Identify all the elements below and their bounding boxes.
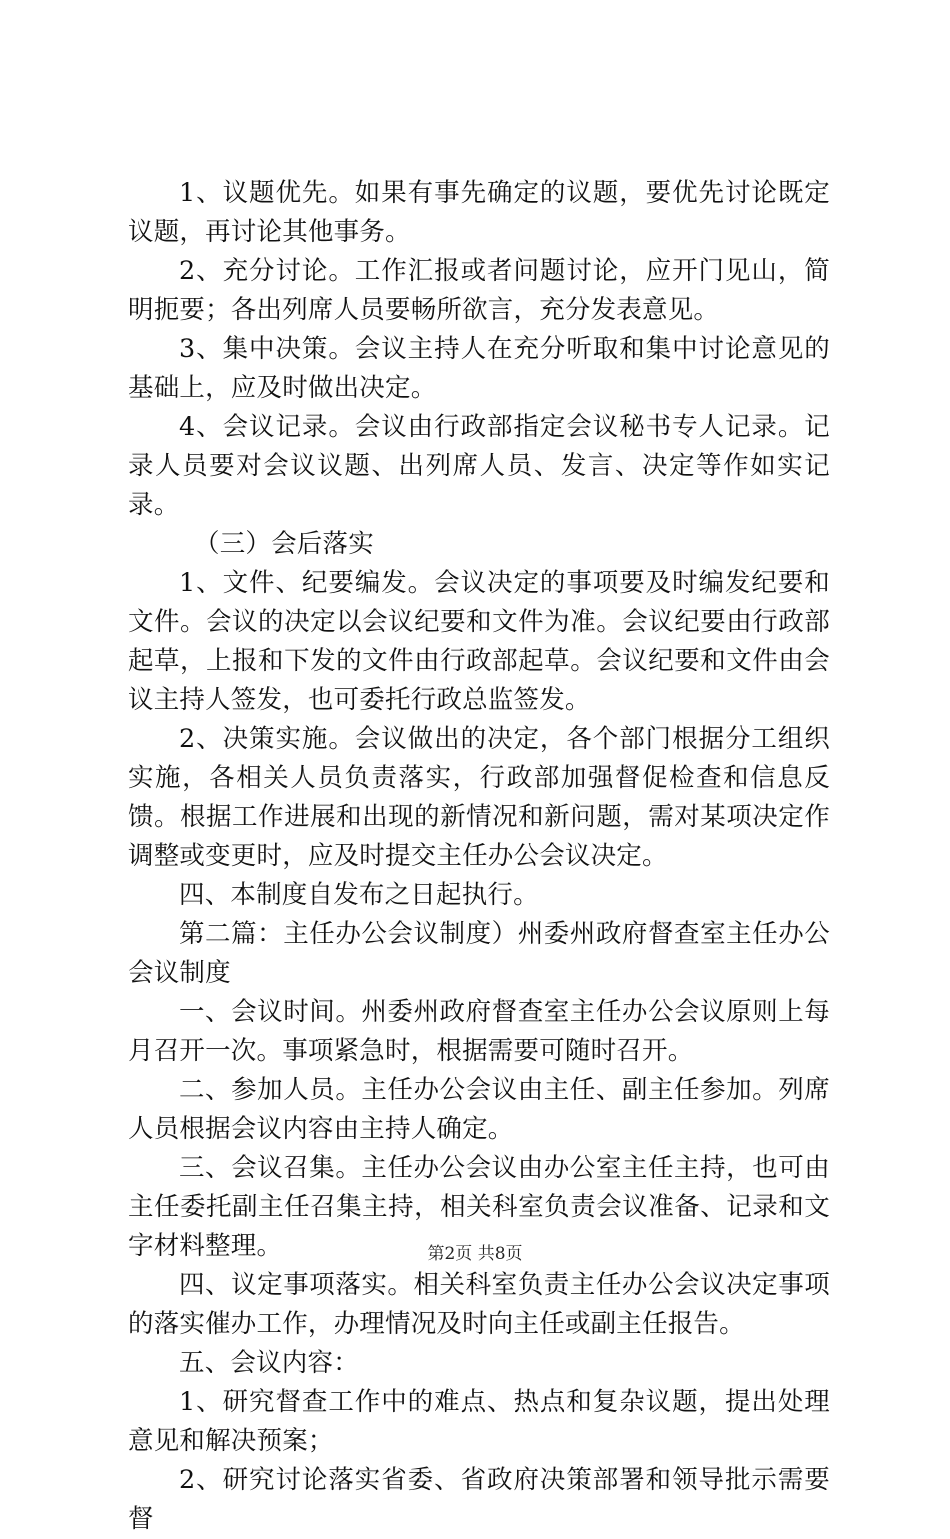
paragraph-1: 1、议题优先。如果有事先确定的议题，要优先讨论既定议题，再讨论其他事务。 bbox=[128, 178, 830, 247]
section-heading-post-meeting: （三）会后落实 bbox=[194, 529, 374, 559]
chapter-heading-second: 第二篇：主任办公会议制度）州委州政府督查室主任办公会议制度 bbox=[128, 919, 830, 988]
paragraph-11: 二、参加人员。主任办公会议由主任、副主任参加。列席人员根据会议内容由主持人确定。 bbox=[128, 1075, 830, 1144]
paragraph-15: 1、研究督查工作中的难点、热点和复杂议题，提出处理意见和解决预案； bbox=[128, 1387, 830, 1456]
document-body bbox=[128, 174, 830, 1539]
paragraph-14: 五、会议内容： bbox=[179, 1348, 359, 1378]
paragraph-3: 3、集中决策。会议主持人在充分听取和集中讨论意见的基础上，应及时做出决定。 bbox=[128, 334, 830, 403]
page-number-footer: 第2页 共8页 bbox=[427, 1244, 523, 1264]
paragraph-16: 2、研究讨论落实省委、省政府决策部署和领导批示需要督 bbox=[128, 1465, 830, 1534]
paragraph-6: 1、文件、纪要编发。会议决定的事项要及时编发纪要和文件。会议的决定以会议纪要和文件为准。会议纪要由行政部起草，上报和下发的文件由行政部起草。会议纪要和文件由会议主持人签发，也可委托行政总监签发。 bbox=[128, 568, 830, 715]
paragraph-8: 四、本制度自发布之日起执行。 bbox=[179, 880, 539, 910]
paragraph-10: 一、会议时间。州委州政府督查室主任办公会议原则上每月召开一次。事项紧急时，根据需要可随时召开。 bbox=[128, 997, 830, 1066]
paragraph-12: 三、会议召集。主任办公会议由办公室主任主持，也可由主任委托副主任召集主持，相关科室负责会议准备、记录和文字材料整理。 bbox=[128, 1153, 830, 1261]
paragraph-7: 2、决策实施。会议做出的决定，各个部门根据分工组织实施，各相关人员负责落实，行政部加强督促检查和信息反馈。根据工作进展和出现的新情况和新问题，需对某项决定作调整或变更时，应及时提交主任办公会议决定。 bbox=[128, 724, 830, 871]
paragraph-4: 4、会议记录。会议由行政部指定会议秘书专人记录。记录人员要对会议议题、出列席人员、发言、决定等作如实记录。 bbox=[128, 412, 830, 520]
paragraph-2: 2、充分讨论。工作汇报或者问题讨论，应开门见山，简明扼要；各出列席人员要畅所欲言，充分发表意见。 bbox=[128, 256, 830, 325]
paragraph-13: 四、议定事项落实。相关科室负责主任办公会议决定事项的落实催办工作，办理情况及时向主任或副主任报告。 bbox=[128, 1270, 830, 1339]
